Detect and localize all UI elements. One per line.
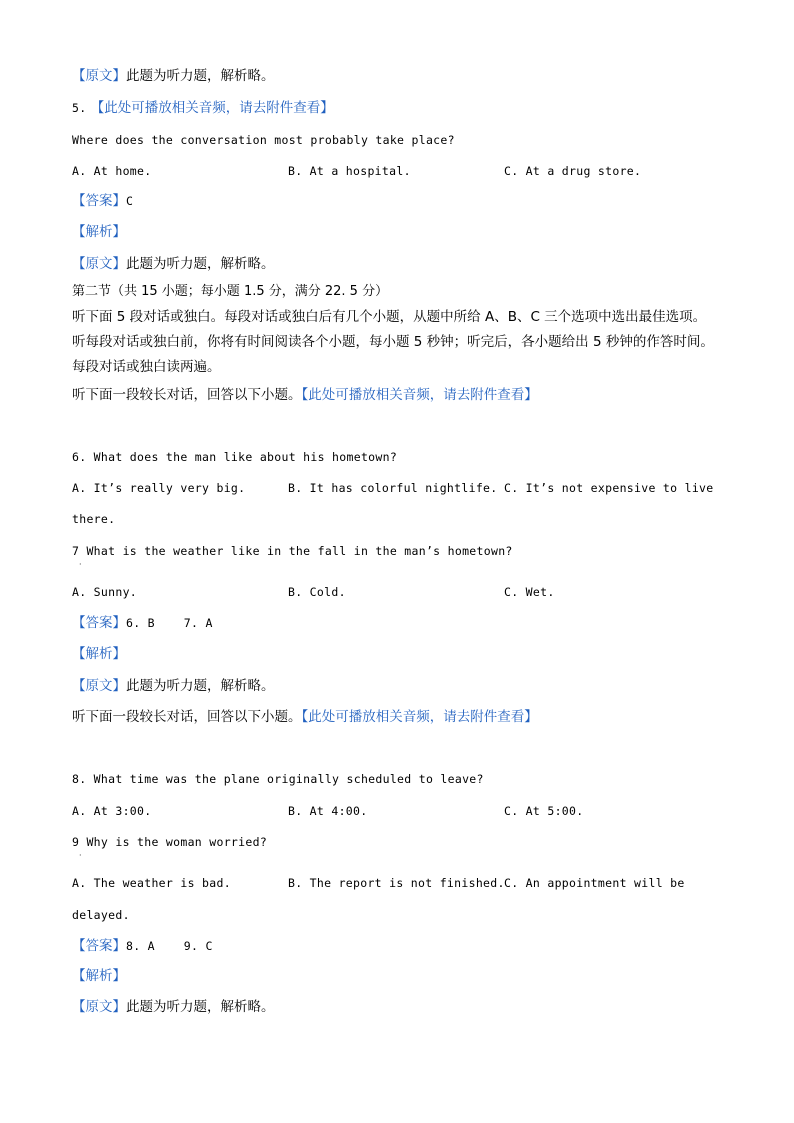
section2-instruction-2: 听每段对话或独白前，你将有时间阅读各个小题，每小题 5 秒钟；听完后，各小题给出 5 秒钟的作答时间。 xyxy=(72,334,714,350)
q5-audio-tag: 【此处可播放相关音频，请去附件查看】 xyxy=(90,100,334,116)
q5-option-b: B. At a hospital. xyxy=(288,164,411,178)
analysis-tag: 【解析】 xyxy=(72,646,126,662)
q7-mark: · xyxy=(79,560,82,569)
answer-tag: 【答案】 xyxy=(72,938,126,954)
q7-option-a: A. Sunny. xyxy=(72,585,138,599)
q9-option-c-continuation: delayed. xyxy=(72,908,130,922)
analysis-tag: 【解析】 xyxy=(72,224,126,240)
listening-note: 此题为听力题，解析略。 xyxy=(126,256,275,272)
audio-prompt-1 xyxy=(72,386,538,404)
yuanwen-tag: 【原文】 xyxy=(72,68,126,84)
q5-header xyxy=(72,99,334,117)
audio-prefix: 听下面一段较长对话，回答以下小题。 xyxy=(72,387,302,403)
yuanwen-tag: 【原文】 xyxy=(72,256,126,272)
q9-mark: · xyxy=(79,851,82,860)
yuanwen-line-q1 xyxy=(72,67,275,85)
listening-note: 此题为听力题，解析略。 xyxy=(126,999,275,1015)
q6-question: 6. What does the man like about his hometown? xyxy=(72,450,398,464)
q8-option-a: A. At 3:00. xyxy=(72,804,152,818)
analysis-89-line xyxy=(72,967,126,985)
answer-89: 8. A 9. C xyxy=(126,939,213,953)
q5-number: 5. xyxy=(72,101,87,115)
q9-question: 9 Why is the woman worried? xyxy=(72,835,268,849)
listening-note: 此题为听力题，解析略。 xyxy=(126,678,275,694)
q9-option-c: C. An appointment will be xyxy=(504,876,685,890)
q7-option-c: C. Wet. xyxy=(504,585,555,599)
q6-option-c: C. It’s not expensive to live xyxy=(504,481,714,495)
q6-option-c-continuation: there. xyxy=(72,512,116,526)
q8-question: 8. What time was the plane originally scheduled to leave? xyxy=(72,772,484,786)
answer-tag: 【答案】 xyxy=(72,193,126,209)
q5-option-a: A. At home. xyxy=(72,164,152,178)
answer-67: 6. B 7. A xyxy=(126,616,213,630)
yuanwen-tag: 【原文】 xyxy=(72,999,126,1015)
q9-option-a: A. The weather is bad. xyxy=(72,876,231,890)
q7-question: 7 What is the weather like in the fall in the man’s hometown? xyxy=(72,544,513,558)
q7-option-b: B. Cold. xyxy=(288,585,346,599)
yuanwen-tag: 【原文】 xyxy=(72,678,126,694)
analysis-67-line xyxy=(72,645,126,663)
audio-tag: 【此处可播放相关音频，请去附件查看】 xyxy=(301,709,538,725)
section2-instruction-1: 听下面 5 段对话或独白。每段对话或独白后有几个小题，从题中所给 A、B、C 三个选项中选出最佳选项。 xyxy=(72,309,707,325)
q8-option-b: B. At 4:00. xyxy=(288,804,368,818)
q6-option-b: B. It has colorful nightlife. xyxy=(288,481,498,495)
audio-tag: 【此处可播放相关音频，请去附件查看】 xyxy=(301,387,538,403)
answer-67-line xyxy=(72,614,213,632)
yuanwen-line-67 xyxy=(72,677,275,695)
answer-tag: 【答案】 xyxy=(72,615,126,631)
answer-89-line xyxy=(72,937,213,955)
yuanwen-line-q5 xyxy=(72,255,275,273)
q5-answer: C xyxy=(126,194,134,208)
section2-heading: 第二节（共 15 小题；每小题 1.5 分，满分 22. 5 分） xyxy=(72,284,389,299)
q6-option-a: A. It’s really very big. xyxy=(72,481,246,495)
q8-option-c: C. At 5:00. xyxy=(504,804,584,818)
section2-instruction-3: 每段对话或独白读两遍。 xyxy=(72,359,221,375)
audio-prefix: 听下面一段较长对话，回答以下小题。 xyxy=(72,709,302,725)
q5-analysis-line xyxy=(72,223,126,241)
q5-option-c: C. At a drug store. xyxy=(504,164,642,178)
q9-option-b: B. The report is not finished. xyxy=(288,876,505,890)
q5-answer-line xyxy=(72,192,133,210)
audio-prompt-2 xyxy=(72,708,538,726)
listening-note: 此题为听力题，解析略。 xyxy=(126,68,275,84)
analysis-tag: 【解析】 xyxy=(72,968,126,984)
yuanwen-line-89 xyxy=(72,998,275,1016)
q5-question: Where does the conversation most probably take place? xyxy=(72,133,455,147)
